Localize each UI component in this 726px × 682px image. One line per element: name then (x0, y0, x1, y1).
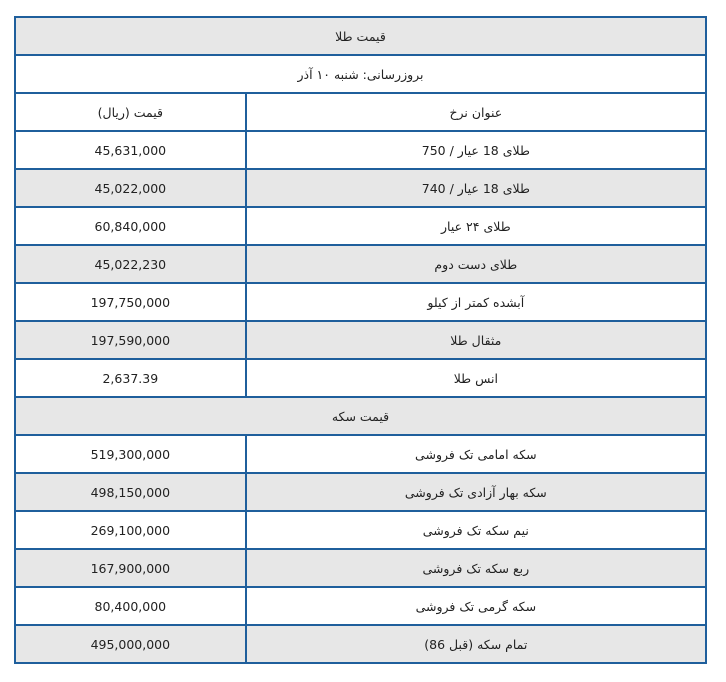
table-row (15, 549, 706, 587)
title-cell: نیم سکه تک فروشی (246, 511, 706, 549)
gold-title-row (15, 17, 706, 55)
price-table (14, 16, 707, 664)
table-row (15, 245, 706, 283)
table-row (15, 283, 706, 321)
table-row (15, 625, 706, 663)
price-cell: 2,637.39 (15, 359, 246, 397)
coin-section-title: قیمت سکه (15, 397, 706, 435)
price-cell: 45,022,230 (15, 245, 246, 283)
table-row (15, 473, 706, 511)
title-cell: سکه امامی تک فروشی (246, 435, 706, 473)
price-cell: 80,400,000 (15, 587, 246, 625)
title-cell: سکه گرمی تک فروشی (246, 587, 706, 625)
price-cell: 269,100,000 (15, 511, 246, 549)
price-cell: 519,300,000 (15, 435, 246, 473)
price-cell: 60,840,000 (15, 207, 246, 245)
title-cell: طلای 18 عیار / 750 (246, 131, 706, 169)
title-cell: طلای دست دوم (246, 245, 706, 283)
table-row (15, 207, 706, 245)
title-cell: طلای 18 عیار / 740 (246, 169, 706, 207)
table-row (15, 359, 706, 397)
price-cell: 498,150,000 (15, 473, 246, 511)
title-cell: آبشده کمتر از کیلو (246, 283, 706, 321)
price-cell: 167,900,000 (15, 549, 246, 587)
table-row (15, 131, 706, 169)
table-row (15, 435, 706, 473)
coin-title-row (15, 397, 706, 435)
price-column-header: قیمت (ریال) (15, 93, 246, 131)
update-row (15, 55, 706, 93)
title-cell: سکه بهار آزادی تک فروشی (246, 473, 706, 511)
price-table-wrapper (14, 16, 707, 664)
title-cell: طلای ۲۴ عیار (246, 207, 706, 245)
column-header-row (15, 93, 706, 131)
price-cell: 45,631,000 (15, 131, 246, 169)
price-cell: 197,750,000 (15, 283, 246, 321)
price-cell: 495,000,000 (15, 625, 246, 663)
title-column-header: عنوان نرخ (246, 93, 706, 131)
update-date-text: بروزرسانی: شنبه ۱۰ آذر (15, 55, 706, 93)
table-row (15, 511, 706, 549)
table-row (15, 169, 706, 207)
title-cell: مثقال طلا (246, 321, 706, 359)
title-cell: تمام سکه (قبل 86) (246, 625, 706, 663)
table-row (15, 587, 706, 625)
title-cell: ربع سکه تک فروشی (246, 549, 706, 587)
table-row (15, 321, 706, 359)
price-cell: 197,590,000 (15, 321, 246, 359)
price-cell: 45,022,000 (15, 169, 246, 207)
title-cell: انس طلا (246, 359, 706, 397)
gold-section-title: قیمت طلا (15, 17, 706, 55)
